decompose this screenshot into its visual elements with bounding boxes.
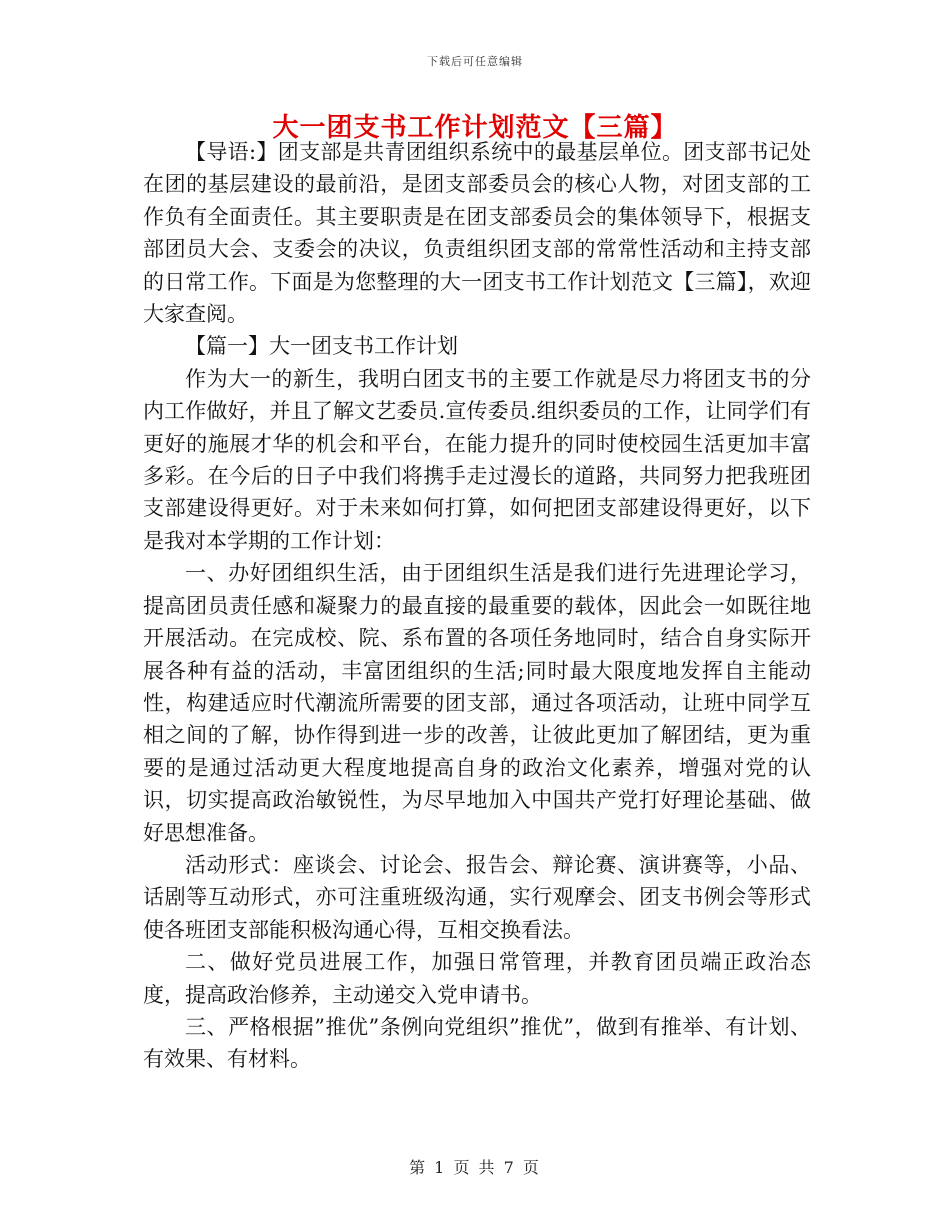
- paragraph-activity-forms: 活动形式：座谈会、讨论会、报告会、辩论赛、演讲赛等，小品、话剧等互动形式，亦可注重班级沟通，实行观摩会、团支书例会等形式使各班团支部能积极沟通心得，互相交换看法。: [143, 852, 811, 942]
- paragraph-section-heading: 【篇一】大一团支书工作计划: [185, 334, 458, 359]
- document-body: [143, 136, 811, 1076]
- paragraph-item-2: 二、做好党员进展工作，加强日常管理，并教育团员端正政治态度，提高政治修养，主动递交入党申请书。: [143, 950, 811, 1007]
- document-title: 大一团支书工作计划范文【三篇】: [272, 113, 678, 143]
- paragraph-preface: 作为大一的新生，我明白团支书的主要工作就是尽力将团支书的分内工作做好，并且了解文艺委员.宣传委员.组织委员的工作，让同学们有更好的施展才华的机会和平台，在能力提升的同时使校园生活更加丰富多彩。在今后的日子中我们将携手走过漫长的道路，共同努力把我班团支部建设得更好。对于未来如何打算，如何把团支部建设得更好，以下是我对本学期的工作计划：: [143, 366, 811, 553]
- paragraph-intro: 【导语:】团支部是共青团组织系统中的最基层单位。团支部书记处在团的基层建设的最前沿，是团支部委员会的核心人物，对团支部的工作负有全面责任。其主要职责是在团支部委员会的集体领导下，根据支部团员大会、支委会的决议，负责组织团支部的常常性活动和主持支部的日常工作。下面是为您整理的大一团支书工作计划范文【三篇】，欢迎大家查阅。: [143, 140, 811, 327]
- page-number: 第 1 页 共 7 页: [409, 1158, 541, 1177]
- paragraph-item-1: 一、办好团组织生活，由于团组织生活是我们进行先进理论学习，提高团员责任感和凝聚力的最直接的最重要的载体，因此会一如既往地开展活动。在完成校、院、系布置的各项任务地同时，结合自身实际开展各种有益的活动，丰富团组织的生活;同时最大限度地发挥自主能动性，构建适应时代潮流所需要的团支部，通过各项活动，让班中同学互相之间的了解，协作得到进一步的改善，让彼此更加了解团结，更为重要的是通过活动更大程度地提高自身的政治文化素养，增强对党的认识，切实提高政治敏锐性，为尽早地加入中国共产党打好理论基础、做好思想准备。: [143, 561, 811, 845]
- paragraph-item-3: 三、严格根据”推优”条例向党组织”推优”，做到有推举、有计划、有效果、有材料。: [143, 1014, 811, 1072]
- header-note: 下载后可任意编辑: [427, 55, 523, 68]
